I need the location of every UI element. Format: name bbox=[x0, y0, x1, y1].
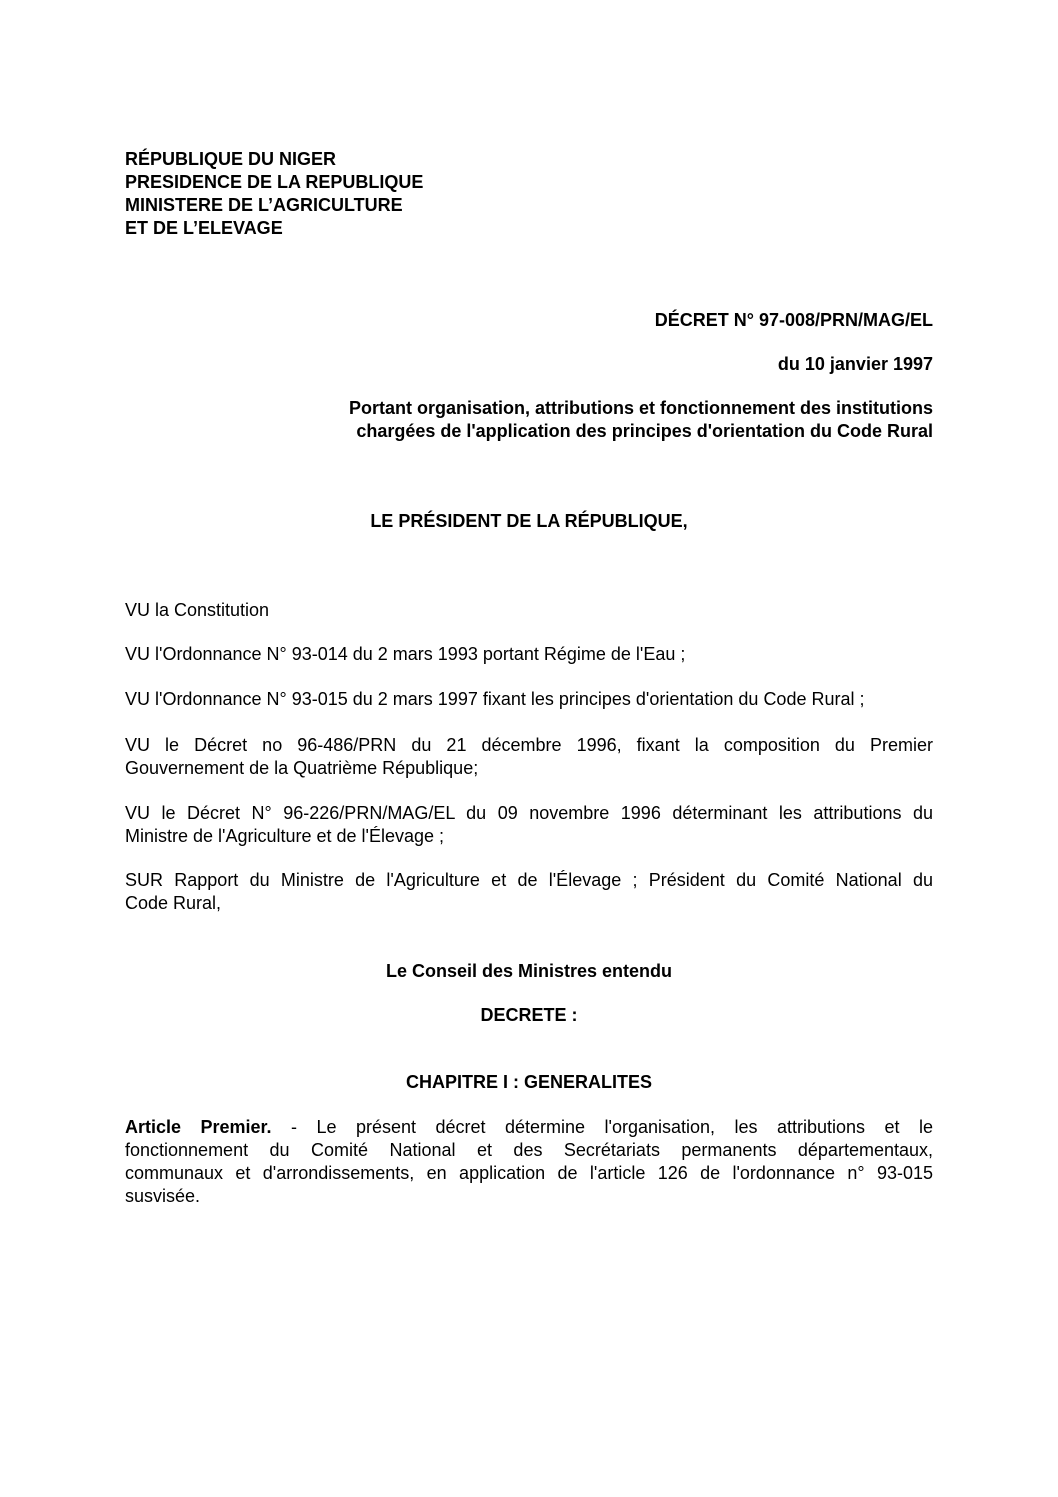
visa-5 bbox=[125, 802, 933, 848]
header-line-2: PRESIDENCE DE LA REPUBLIQUE bbox=[125, 172, 424, 192]
header-line-1: RÉPUBLIQUE DU NIGER bbox=[125, 149, 337, 169]
subject-line-1: Portant organisation, attributions et fonctionnement des institutions bbox=[348, 398, 933, 418]
visa-5-line-1: VU le Décret N° 96-226/PRN/MAG/EL du 09 novembre 1996 déterminant les attributions du bbox=[125, 803, 933, 823]
decree-number: DÉCRET N° 97-008/PRN/MAG/EL bbox=[654, 310, 933, 330]
article-premier bbox=[125, 1116, 933, 1208]
president-heading: LE PRÉSIDENT DE LA RÉPUBLIQUE, bbox=[370, 511, 688, 531]
issuing-authority bbox=[125, 148, 423, 240]
chapter-heading: CHAPITRE I : GENERALITES bbox=[405, 1072, 652, 1092]
visa-4-line-1: VU le Décret no 96-486/PRN du 21 décembre 1996, fixant la composition du Premier bbox=[125, 735, 933, 755]
visa-4 bbox=[125, 734, 933, 780]
visa-6-line-2: Code Rural, bbox=[125, 893, 222, 913]
visa-3 bbox=[125, 688, 933, 711]
decrete-heading: DECRETE : bbox=[480, 1005, 578, 1025]
visa-6 bbox=[125, 869, 933, 915]
visa-3-line-1: VU l'Ordonnance N° 93-015 du 2 mars 1997 fixant les principes d'orientation du Code Rural ; bbox=[125, 689, 865, 709]
decree-subject bbox=[349, 397, 933, 443]
article-title: Article Premier. bbox=[125, 1117, 272, 1137]
visa-2 bbox=[125, 643, 933, 666]
council-heard: Le Conseil des Ministres entendu bbox=[385, 961, 673, 981]
subject-line-2: chargées de l'application des principes d'orientation du Code Rural bbox=[356, 421, 933, 441]
decree-date: du 10 janvier 1997 bbox=[777, 354, 933, 374]
visa-5-line-2: Ministre de l'Agriculture et de l'Élevage ; bbox=[125, 826, 445, 846]
article-line-1-text: - Le présent décret détermine l'organisation, les attributions et le bbox=[271, 1117, 933, 1137]
article-line-1 bbox=[125, 1116, 933, 1139]
article-line-4: susvisée. bbox=[125, 1186, 201, 1206]
visa-2-line-1: VU l'Ordonnance N° 93-014 du 2 mars 1993 portant Régime de l'Eau ; bbox=[125, 644, 686, 664]
article-line-3: communaux et d'arrondissements, en application de l'article 126 de l'ordonnance n° 93-015 bbox=[125, 1163, 933, 1183]
visa-1-line-1: VU la Constitution bbox=[125, 600, 270, 620]
visa-4-line-2: Gouvernement de la Quatrième République; bbox=[125, 758, 479, 778]
visa-6-line-1: SUR Rapport du Ministre de l'Agriculture et de l'Élevage ; Président du Comité National du bbox=[125, 870, 933, 890]
header-line-3: MINISTERE DE L’AGRICULTURE bbox=[125, 195, 403, 215]
visa-1 bbox=[125, 599, 933, 622]
article-line-2: fonctionnement du Comité National et des Secrétariats permanents départementaux, bbox=[125, 1140, 933, 1160]
header-line-4: ET DE L’ELEVAGE bbox=[125, 218, 283, 238]
